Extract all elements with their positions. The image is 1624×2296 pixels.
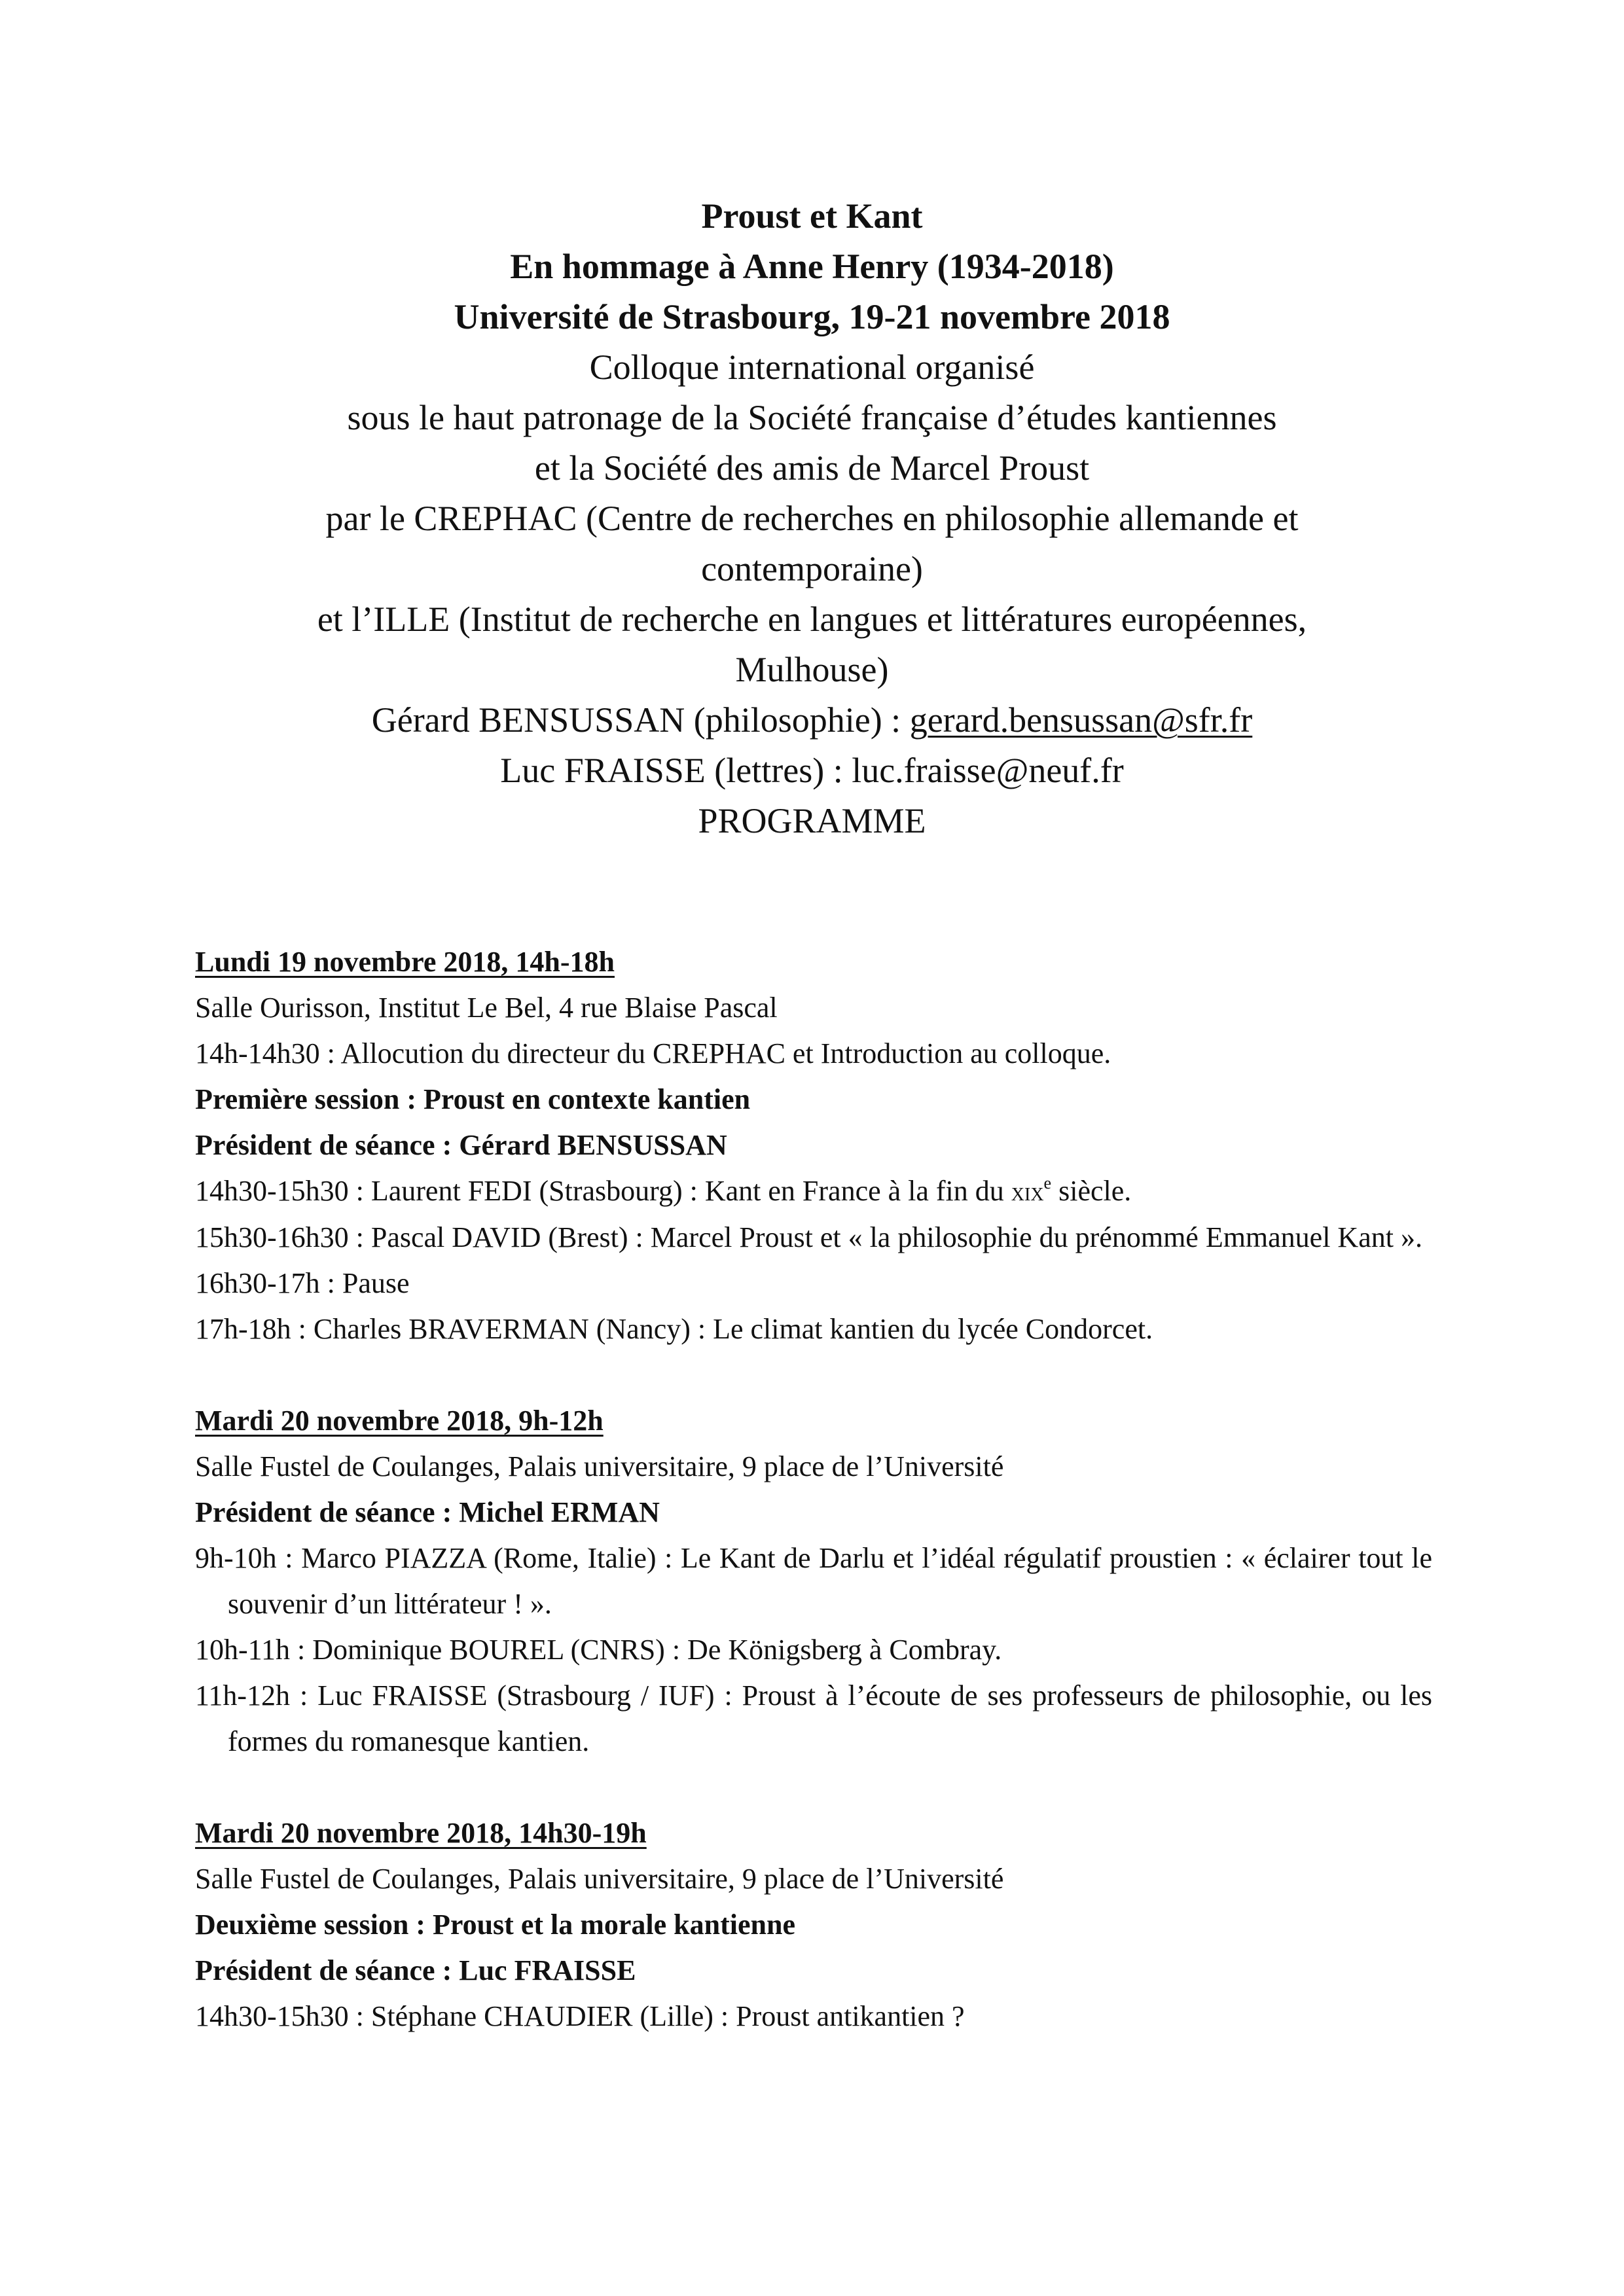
day-title: Lundi 19 novembre 2018, 14h-18h (195, 946, 615, 978)
day-block-tuesday-morning (195, 1398, 1432, 1765)
contact-bensussan-label: Gérard BENSUSSAN (philosophie) : (371, 700, 910, 740)
programme-entry: 14h-14h30 : Allocution du directeur du CREPHAC et Introduction au colloque. (195, 1037, 1111, 1069)
header-line-crephac: par le CREPHAC (Centre de recherches en philosophie allemande et (325, 499, 1299, 538)
session-title: Première session : Proust en contexte kantien (195, 1083, 751, 1115)
century-numeral: xix (1011, 1177, 1044, 1206)
header-line-ille: et l’ILLE (Institut de recherche en langues et littératures européennes, (317, 600, 1307, 639)
colloquium-subtitle: En hommage à Anne Henry (1934-2018) (510, 247, 1114, 286)
day-block-tuesday-afternoon (195, 1810, 1432, 2039)
programme-heading: PROGRAMME (698, 801, 926, 840)
header-line-proust-society: et la Société des amis de Marcel Proust (534, 448, 1090, 488)
contact-bensussan (196, 695, 1428, 745)
day-location: Salle Fustel de Coulanges, Palais universitaire, 9 place de l’Université (195, 1450, 1004, 1482)
day-title: Mardi 20 novembre 2018, 9h-12h (195, 1405, 604, 1437)
programme-entry: 9h-10h : Marco PIAZZA (Rome, Italie) : Le Kant de Darlu et l’idéal régulatif proustien : « éclairer tout le souvenir d’un littérateur ! ». (195, 1542, 1432, 1620)
contact-bensussan-email-link[interactable]: gerard.bensussan@sfr.fr (909, 700, 1253, 740)
session-title: Deuxième session : Proust et la morale kantienne (195, 1909, 795, 1941)
day-location: Salle Fustel de Coulanges, Palais universitaire, 9 place de l’Université (195, 1863, 1004, 1895)
programme-entry: 17h-18h : Charles BRAVERMAN (Nancy) : Le climat kantien du lycée Condorcet. (195, 1313, 1153, 1345)
header-line-organised: Colloque international organisé (589, 348, 1035, 387)
century-superscript: e (1043, 1174, 1052, 1193)
programme-entry: 15h30-16h30 : Pascal DAVID (Brest) : Marcel Proust et « la philosophie du prénommé Emmanuel Kant ». (195, 1221, 1422, 1253)
document-header (196, 191, 1428, 846)
entry-text: 14h30-15h30 : Laurent FEDI (Strasbourg) : Kant en France à la fin du (195, 1175, 1011, 1207)
header-line-crephac-cont: contemporaine) (701, 549, 923, 588)
programme-entry: 14h30-15h30 : Stéphane CHAUDIER (Lille) : Proust antikantien ? (195, 2000, 965, 2032)
programme-entry: 11h-12h : Luc FRAISSE (Strasbourg / IUF) : Proust à l’écoute de ses professeurs de philosophie, ou les formes du romanesque kantien. (195, 1679, 1432, 1757)
session-president: Président de séance : Gérard BENSUSSAN (195, 1129, 727, 1161)
day-block-monday (195, 939, 1432, 1352)
entry-text: siècle. (1051, 1175, 1132, 1207)
colloquium-title: Proust et Kant (701, 196, 923, 236)
programme-entry (195, 1168, 1432, 1215)
session-president: Président de séance : Luc FRAISSE (195, 1954, 636, 1986)
contact-fraisse: Luc FRAISSE (lettres) : luc.fraisse@neuf.fr (500, 751, 1124, 790)
programme-entry: 10h-11h : Dominique BOUREL (CNRS) : De Königsberg à Combray. (195, 1634, 1002, 1666)
programme-body (195, 939, 1432, 2085)
header-line-ille-cont: Mulhouse) (735, 650, 889, 689)
day-title: Mardi 20 novembre 2018, 14h30-19h (195, 1817, 647, 1849)
header-line-patronage: sous le haut patronage de la Société française d’études kantiennes (347, 398, 1277, 437)
colloquium-venue-date: Université de Strasbourg, 19-21 novembre 2018 (454, 297, 1170, 336)
day-location: Salle Ourisson, Institut Le Bel, 4 rue Blaise Pascal (195, 992, 778, 1024)
session-president: Président de séance : Michel ERMAN (195, 1496, 660, 1528)
programme-entry: 16h30-17h : Pause (195, 1267, 410, 1299)
